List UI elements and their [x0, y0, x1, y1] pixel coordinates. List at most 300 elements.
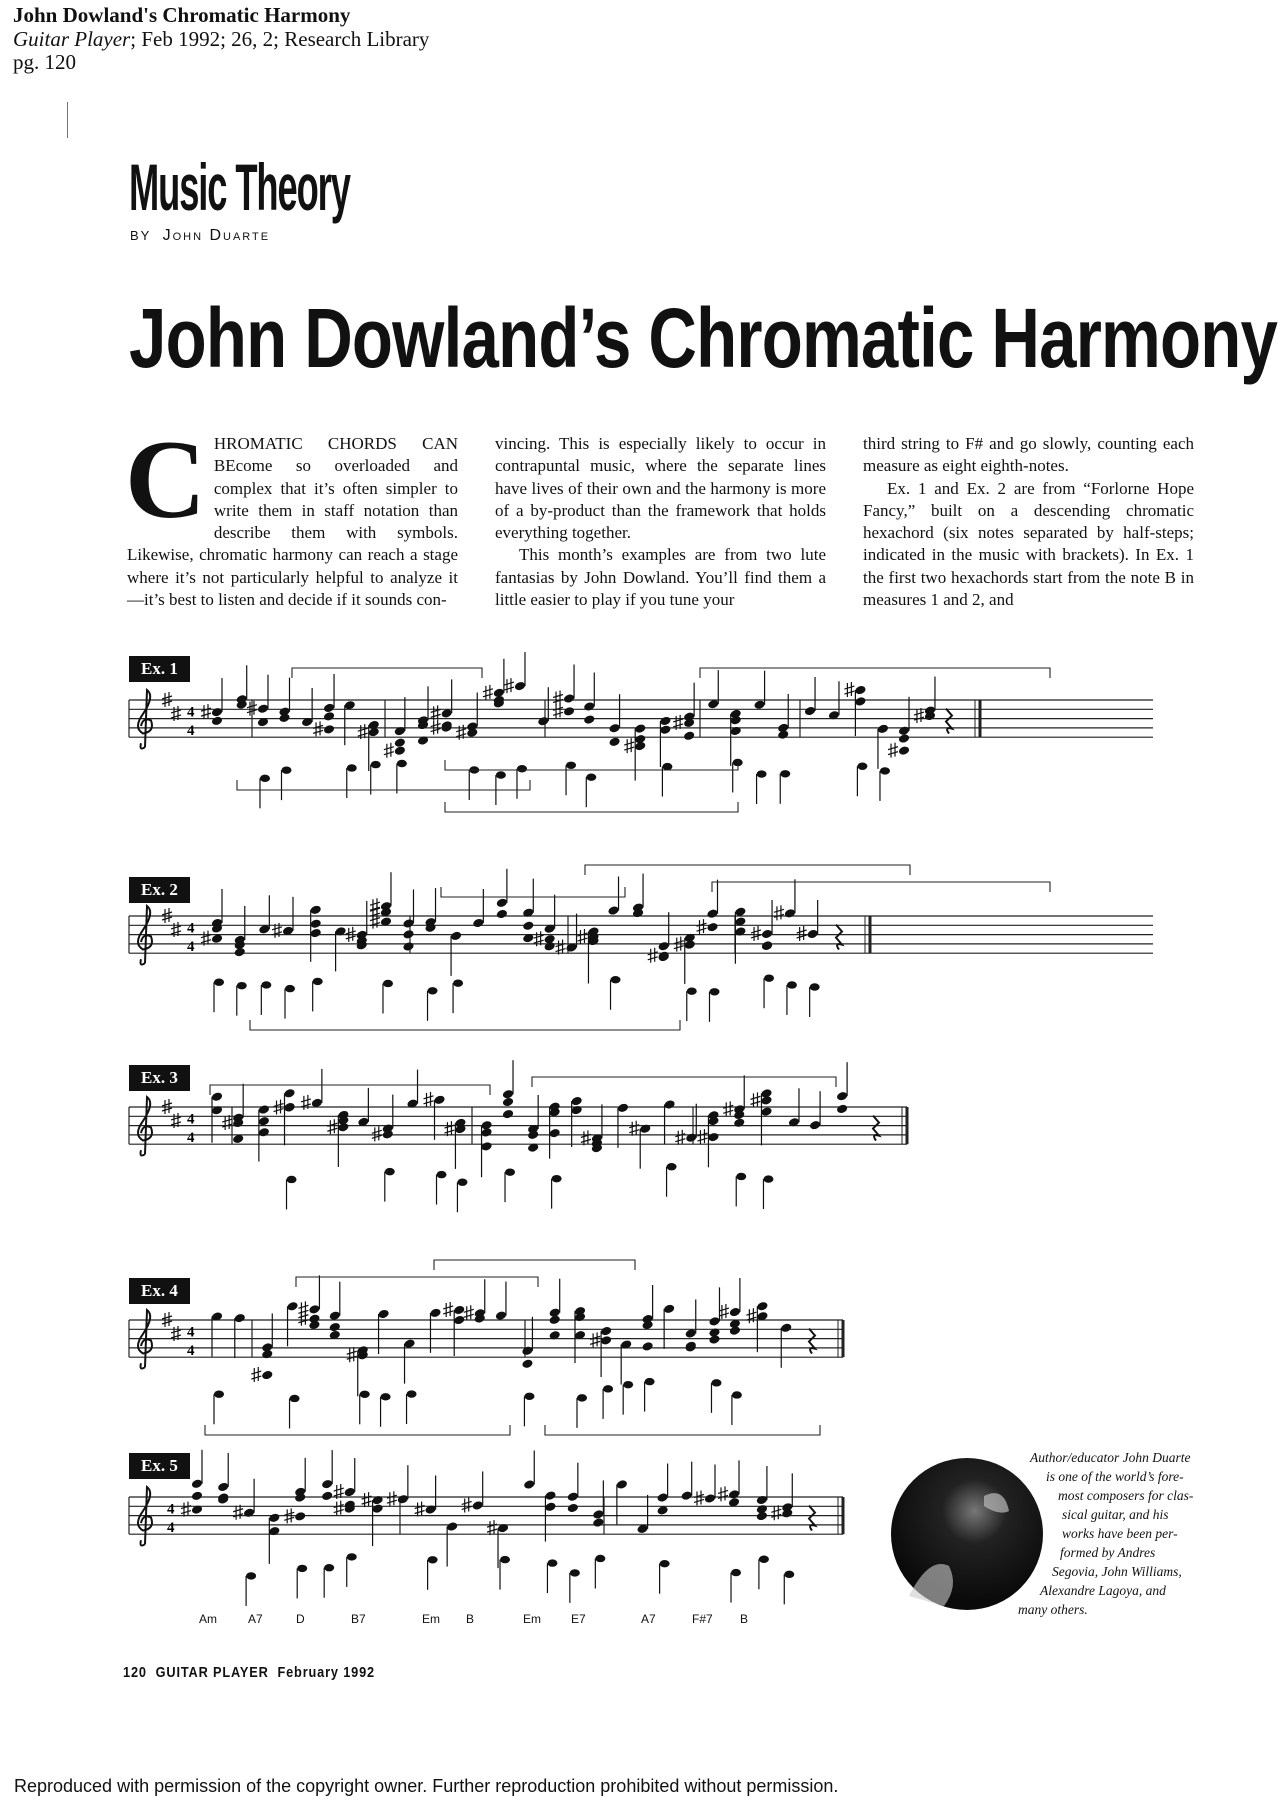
note-head — [480, 1141, 492, 1152]
note-head — [211, 716, 223, 727]
note-head — [810, 983, 820, 990]
chord-symbol: A7 — [641, 1612, 656, 1626]
sharp-icon — [424, 1092, 434, 1107]
hexachord-bracket — [712, 882, 1050, 892]
note-head — [549, 1314, 561, 1325]
caption-line: Alexandre Lagoya, and — [1040, 1583, 1166, 1598]
note-head — [729, 1307, 741, 1318]
note-head — [544, 1501, 556, 1512]
chord-symbol: Em — [422, 1612, 440, 1626]
note-head — [730, 726, 742, 737]
note-head — [761, 940, 773, 951]
sharp-icon — [370, 904, 380, 919]
note-head — [234, 1313, 246, 1324]
note-head — [656, 1492, 668, 1503]
note-head — [246, 1572, 256, 1579]
example-label-3: Ex. 3 — [129, 1065, 190, 1091]
note-head — [258, 1127, 270, 1138]
note-head — [261, 1370, 273, 1381]
note-head — [706, 922, 718, 933]
note-head — [371, 761, 381, 768]
hexachord-bracket — [445, 802, 738, 812]
time-signature: 4 — [187, 920, 195, 937]
treble-clef-icon — [138, 690, 152, 749]
caption-line: formed by Andres — [1060, 1545, 1156, 1560]
note-head — [281, 766, 291, 773]
note-head — [500, 1556, 510, 1563]
note-head — [586, 773, 596, 780]
note-head — [736, 1173, 746, 1180]
note-head — [517, 765, 527, 772]
note-head — [347, 1553, 357, 1560]
citation-source: Guitar Player; Feb 1992; 26, 2; Research Library — [13, 27, 430, 51]
note-head — [617, 1102, 629, 1113]
note-head — [243, 1507, 255, 1518]
note-head — [402, 929, 414, 940]
note-head — [211, 1091, 223, 1102]
sharp-icon — [746, 1308, 756, 1323]
chord-symbol: Am — [199, 1612, 217, 1626]
note-head — [544, 1490, 556, 1501]
byline: BY John Duarte — [130, 227, 271, 244]
example-label-2: Ex. 2 — [129, 877, 190, 903]
note-head — [645, 1378, 655, 1385]
note-head — [600, 1326, 612, 1337]
time-signature: 4 — [167, 1501, 175, 1518]
sharp-icon — [718, 1486, 728, 1501]
note-head — [563, 706, 575, 717]
note-head — [684, 939, 696, 950]
note-head — [543, 941, 555, 952]
sharp-icon — [301, 1095, 311, 1110]
body-column-3: third string to F# and go slowly, counting each measure as eight eighth-notes. Ex. 1 and Ex. 2 are from “Forlorne Hope Fancy,” built on a descending chromatic hexachord (six notes separated by half-steps; indicated in the music with brackets). In Ex. 1 the first two hexachords start from the note B in measures 1 and 2, and — [863, 434, 1194, 610]
note-head — [711, 1379, 721, 1386]
hexachord-bracket — [296, 1277, 538, 1287]
note-head — [854, 696, 866, 707]
note-head — [453, 979, 463, 986]
sharp-icon — [233, 1505, 243, 1520]
hexachord-bracket — [210, 1085, 490, 1095]
note-head — [261, 981, 271, 988]
note-head — [321, 1491, 333, 1502]
sharp-icon — [201, 704, 211, 719]
time-signature: 4 — [187, 939, 195, 956]
note-head — [258, 1116, 270, 1127]
note-head — [433, 1094, 445, 1105]
citation-title: John Dowland's Chromatic Harmony — [13, 3, 351, 27]
chord-symbol: Em — [523, 1612, 541, 1626]
photo-caption — [1010, 1448, 1210, 1619]
note-head — [283, 1102, 295, 1113]
caption-line: sical guitar, and his — [1062, 1507, 1169, 1522]
sharp-icon — [181, 1502, 191, 1517]
note-head — [729, 1325, 741, 1336]
sharp-icon — [504, 678, 514, 693]
note-head — [787, 981, 797, 988]
note-head — [258, 1104, 270, 1115]
note-head — [453, 1305, 465, 1316]
note-head — [706, 908, 718, 919]
note-head — [450, 931, 462, 942]
rest-icon — [836, 925, 842, 950]
sharp-icon — [648, 948, 658, 963]
note-head — [761, 929, 773, 940]
note-head — [407, 1390, 417, 1397]
note-head — [472, 918, 484, 929]
note-head — [377, 1309, 389, 1320]
note-head — [734, 926, 746, 937]
sharp-icon — [327, 1119, 337, 1134]
note-head — [287, 1176, 297, 1183]
note-head — [394, 737, 406, 748]
note-head — [784, 908, 796, 919]
note-head — [733, 1117, 745, 1128]
note-head — [214, 979, 224, 986]
note-head — [537, 716, 549, 727]
note-head — [385, 1168, 395, 1175]
note-head — [663, 1099, 675, 1110]
note-head — [502, 1109, 514, 1120]
note-head — [898, 745, 910, 756]
note-head — [505, 1168, 515, 1175]
note-head — [567, 1503, 579, 1514]
sharp-icon — [431, 720, 441, 735]
note-head — [570, 1569, 580, 1576]
note-head — [428, 1556, 438, 1563]
note-head — [308, 1304, 320, 1315]
department-heading: Music Theory — [129, 150, 350, 224]
sharp-icon — [556, 940, 566, 955]
body-column-2: vincing. This is especially likely to occur in contrapuntal music, where the separate lines have lives of their own and the harmony is more of a by-product than the framework that holds everything together. This month’s examples are from two lute fantasias by John Dowland. You’ll find them a little easier to play if you tune your — [495, 434, 826, 610]
note-head — [659, 716, 671, 727]
caption-line: most composers for clas- — [1058, 1488, 1194, 1503]
drop-cap: C — [125, 418, 206, 542]
headline: John Dowland’s Chromatic Harmony — [129, 291, 1278, 385]
note-head — [567, 1491, 579, 1502]
note-head — [658, 941, 670, 952]
note-head — [708, 1334, 720, 1345]
time-signature: 4 — [187, 1343, 195, 1360]
note-head — [496, 909, 508, 920]
note-head — [217, 1482, 229, 1493]
note-head — [371, 1495, 383, 1506]
caption-line: works have been per- — [1062, 1526, 1178, 1541]
note-head — [313, 978, 323, 985]
note-head — [880, 767, 890, 774]
note-head — [592, 1509, 604, 1520]
note-head — [381, 1393, 391, 1400]
note-head — [297, 1565, 307, 1572]
note-head — [552, 1175, 562, 1182]
note-head — [608, 723, 620, 734]
note-head — [732, 1391, 742, 1398]
note-head — [857, 763, 867, 770]
note-head — [634, 723, 646, 734]
note-head — [616, 1479, 628, 1490]
note-head — [707, 1132, 719, 1143]
example-label-1: Ex. 1 — [129, 656, 190, 682]
note-head — [324, 1564, 334, 1571]
note-head — [704, 1493, 716, 1504]
chord-symbol: E7 — [571, 1612, 586, 1626]
sharp-icon — [444, 1121, 454, 1136]
note-head — [394, 745, 406, 756]
note-head — [309, 928, 321, 939]
note-head — [570, 1105, 582, 1116]
hexachord-bracket — [585, 865, 910, 875]
sharp-icon — [387, 1491, 397, 1506]
note-head — [577, 1394, 587, 1401]
note-head — [502, 1097, 514, 1108]
time-signature: 4 — [167, 1520, 175, 1537]
note-head — [337, 1122, 349, 1133]
note-head — [237, 982, 247, 989]
note-head — [309, 918, 321, 929]
note-head — [566, 762, 576, 769]
note-head — [294, 1511, 306, 1522]
hexachord-bracket — [545, 1425, 820, 1435]
sharp-icon — [462, 1497, 472, 1512]
note-head — [347, 764, 357, 771]
note-head — [502, 1089, 514, 1100]
note-head — [583, 714, 595, 725]
note-head — [285, 985, 295, 992]
note-head — [759, 1556, 769, 1563]
hexachord-bracket — [445, 760, 738, 770]
note-head — [524, 1393, 534, 1400]
note-head — [429, 1308, 441, 1319]
note-head — [709, 988, 719, 995]
treble-clef-icon — [138, 906, 152, 965]
time-signature: 4 — [187, 723, 195, 740]
note-head — [472, 1500, 484, 1511]
note-head — [685, 1132, 697, 1143]
note-head — [397, 760, 407, 767]
sharp-icon — [675, 1130, 685, 1145]
hexachord-bracket — [532, 1077, 836, 1087]
note-head — [659, 724, 671, 735]
note-head — [260, 775, 270, 782]
sharp-icon — [624, 738, 634, 753]
note-head — [402, 941, 414, 952]
sharp-icon — [750, 1092, 760, 1107]
sharp-icon — [313, 721, 323, 736]
note-head — [457, 1179, 467, 1186]
hexachord-bracket — [250, 1020, 680, 1030]
note-head — [763, 1175, 773, 1182]
note-head — [563, 693, 575, 704]
sharp-icon — [771, 1505, 781, 1520]
sharp-icon — [222, 1115, 232, 1130]
note-head — [639, 1123, 651, 1134]
chord-symbol: A7 — [248, 1612, 263, 1626]
note-head — [523, 1479, 535, 1490]
note-head — [521, 1358, 533, 1369]
note-head — [428, 987, 438, 994]
caption-line: many others. — [1018, 1602, 1088, 1617]
note-head — [660, 1560, 670, 1567]
sharp-icon — [629, 1121, 639, 1136]
note-head — [804, 706, 816, 717]
note-head — [623, 1381, 633, 1388]
sharp-icon — [577, 929, 587, 944]
sharp-icon — [844, 682, 854, 697]
sharp-icon — [719, 1304, 729, 1319]
note-head — [687, 987, 697, 994]
sharp-icon — [362, 1492, 372, 1507]
note-head — [514, 681, 526, 692]
treble-clef-icon — [138, 1097, 152, 1156]
sharp-icon — [774, 905, 784, 920]
note-head — [437, 1171, 447, 1178]
sharp-icon — [888, 743, 898, 758]
note-head — [323, 724, 335, 735]
note-head — [753, 699, 765, 710]
chord-symbol: F#7 — [692, 1612, 713, 1626]
note-head — [595, 1555, 605, 1562]
note-head — [603, 1385, 613, 1392]
note-head — [898, 733, 910, 744]
note-head — [283, 1088, 295, 1099]
note-head — [780, 1322, 792, 1333]
chord-symbol: B7 — [351, 1612, 366, 1626]
sharp-icon — [697, 1129, 707, 1144]
sharp-icon — [298, 1301, 308, 1316]
note-head — [756, 1511, 768, 1522]
note-head — [731, 1569, 741, 1576]
note-head — [323, 711, 335, 722]
note-head — [383, 980, 393, 987]
page-footer: 120 GUITAR PLAYER February 1992 — [123, 1664, 375, 1681]
note-head — [784, 1571, 794, 1578]
note-head — [898, 725, 910, 736]
note-head — [548, 1128, 560, 1139]
note-head — [780, 770, 790, 777]
note-head — [583, 701, 595, 712]
note-head — [570, 1096, 582, 1107]
sharp-icon — [914, 708, 924, 723]
note-head — [261, 1349, 273, 1360]
example-label-4: Ex. 4 — [129, 1278, 190, 1304]
note-head — [371, 1503, 383, 1514]
time-signature: 4 — [187, 704, 195, 721]
treble-clef-icon — [138, 1487, 152, 1546]
sharp-icon — [590, 1332, 600, 1347]
note-head — [268, 1512, 280, 1523]
note-head — [760, 1095, 772, 1106]
note-head — [728, 1489, 740, 1500]
note-head — [234, 947, 246, 958]
example-label-5: Ex. 5 — [129, 1453, 190, 1479]
note-head — [806, 929, 818, 940]
note-head — [777, 729, 789, 740]
copyright-notice: Reproduced with permission of the copyright owner. Further reproduction prohibited without permission. — [14, 1776, 839, 1796]
sharp-icon — [487, 1520, 497, 1535]
sharp-icon — [251, 1367, 261, 1382]
caption-line: Author/educator John Duarte — [1030, 1450, 1191, 1465]
note-head — [607, 905, 619, 916]
note-head — [446, 1521, 458, 1532]
chord-symbol: B — [466, 1612, 475, 1626]
sharp-icon — [694, 1490, 704, 1505]
sharp-icon — [751, 926, 761, 941]
chord-symbol: B — [740, 1612, 749, 1626]
note-head — [756, 1301, 768, 1312]
note-head — [809, 1120, 821, 1131]
note-head — [521, 1345, 533, 1356]
note-head — [344, 1487, 356, 1498]
note-head — [397, 1494, 409, 1505]
note-head — [522, 920, 534, 931]
sharp-icon — [415, 1502, 425, 1517]
note-head — [877, 723, 889, 734]
note-head — [756, 1495, 768, 1506]
note-head — [764, 974, 774, 981]
time-signature: 4 — [187, 1111, 195, 1128]
note-head — [662, 763, 672, 770]
hexachord-bracket — [205, 1425, 510, 1435]
note-head — [453, 1315, 465, 1326]
note-head — [323, 703, 335, 714]
sharp-icon — [553, 703, 563, 718]
note-head — [211, 707, 223, 718]
treble-clef-icon — [138, 1310, 152, 1369]
note-head — [496, 897, 508, 908]
note-head — [681, 1490, 693, 1501]
note-head — [329, 1322, 341, 1333]
note-head — [836, 1104, 848, 1115]
note-head — [634, 741, 646, 752]
sharp-icon — [581, 1130, 591, 1145]
note-head — [257, 703, 269, 714]
note-head — [290, 1395, 300, 1402]
note-head — [760, 1106, 772, 1117]
sharp-icon — [372, 1126, 382, 1141]
note-head — [592, 1517, 604, 1528]
note-head — [641, 1341, 653, 1352]
note-head — [600, 1335, 612, 1346]
sharp-icon — [723, 1101, 733, 1116]
note-head — [495, 1310, 507, 1321]
sharp-icon — [553, 691, 563, 706]
note-head — [854, 685, 866, 696]
hexachord-bracket — [434, 1260, 635, 1270]
note-head — [683, 730, 695, 741]
note-head — [402, 918, 414, 929]
body-column-1: CHROMATIC CHORDS CAN BEcome so overloaded and complex that it’s often simpler to write them in staff notation than describe them with symbols. Likewise, chromatic harmony can reach a stage where it’s not particularly helpful to analyze it—it’s best to listen and decide if it sounds con- — [125, 418, 458, 610]
sharp-icon — [443, 1302, 453, 1317]
note-head — [667, 1163, 677, 1170]
note-head — [321, 1479, 333, 1490]
rest-icon — [873, 1116, 879, 1141]
sharp-icon — [483, 685, 493, 700]
rest-icon — [809, 1506, 815, 1531]
note-head — [309, 904, 321, 915]
hexachord-bracket — [700, 668, 1050, 678]
sharp-icon — [384, 743, 394, 758]
note-head — [214, 1391, 224, 1398]
rest-icon — [809, 1329, 815, 1354]
caption-line: Segovia, John Williams, — [1052, 1564, 1182, 1579]
note-head — [757, 770, 767, 777]
note-head — [480, 1127, 492, 1138]
sharp-icon — [334, 1501, 344, 1516]
note-head — [191, 1478, 203, 1489]
note-head — [608, 736, 620, 747]
sharp-icon — [797, 926, 807, 941]
note-head — [663, 1304, 675, 1315]
note-head — [611, 976, 621, 983]
